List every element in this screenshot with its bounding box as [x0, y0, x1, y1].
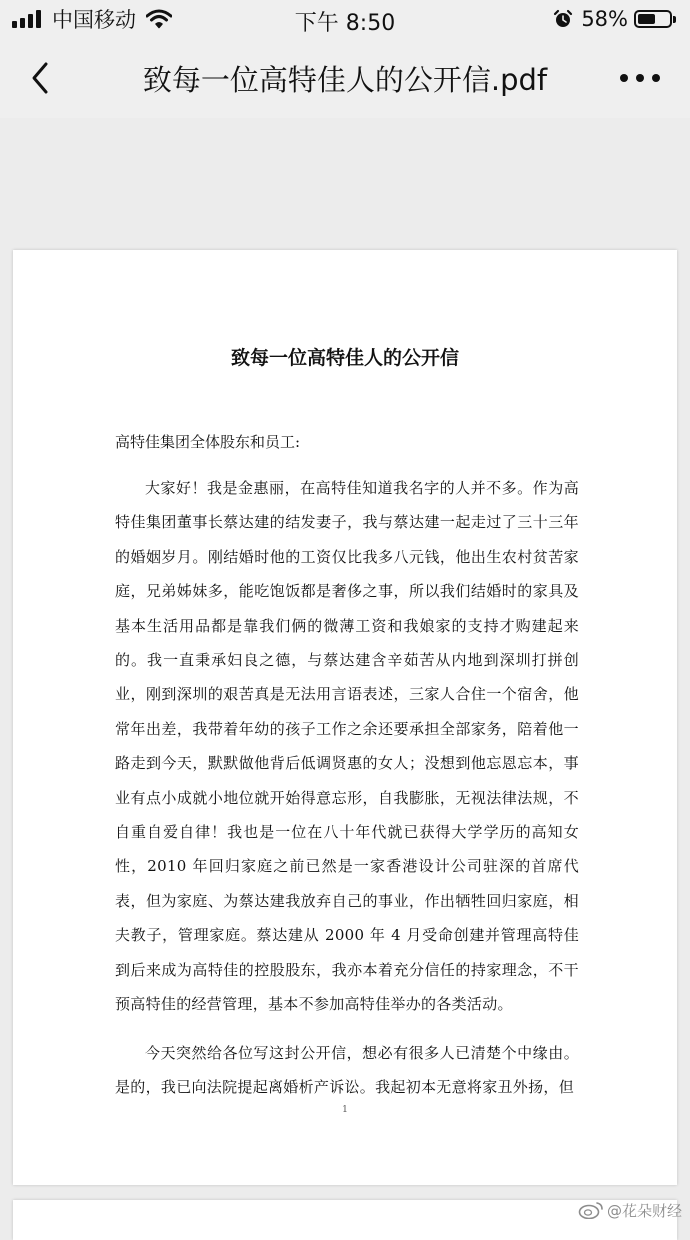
status-time: 下午 8:50	[294, 11, 396, 36]
battery-icon	[634, 10, 672, 28]
chevron-left-icon[interactable]	[24, 58, 58, 98]
pdf-page	[13, 250, 677, 1185]
watermark-text: @花朵财经	[606, 1201, 682, 1220]
status-bar	[0, 0, 690, 38]
weibo-logo-icon	[578, 1201, 604, 1219]
carrier-name: 中国移动	[52, 8, 136, 32]
status-right	[553, 7, 676, 31]
alarm-clock-icon	[553, 9, 573, 29]
paragraph: 今天突然给各位写这封公开信，想必有很多人已清楚个中缘由。是的，我已向法院提起离婚析产诉讼。我起初本无意将家丑外扬，但	[115, 1044, 579, 1097]
battery-cap	[673, 16, 676, 23]
battery-fill	[638, 14, 655, 24]
document-title: 致每一位高特佳人的公开信.pdf	[142, 63, 548, 97]
page-heading: 致每一位高特佳人的公开信	[230, 347, 459, 369]
battery-percent: 58%	[581, 7, 628, 31]
watermark	[578, 1198, 682, 1222]
nav-bar	[0, 38, 690, 118]
page-number: 1	[342, 1105, 348, 1115]
salutation: 高特佳集团全体股东和员工:	[115, 433, 301, 451]
paragraph: 大家好！我是金惠丽，在高特佳知道我名字的人并不多。作为高特佳集团董事长蔡达建的结发妻子，我与蔡达建一起走过了三十三年的婚姻岁月。刚结婚时他的工资仅比我多八元钱，他出生农村贫苦家庭，兄弟姊妹多，能吃饱饭都是奢侈之事，所以我们结婚时的家具及基本生活用品都是靠我们俩的微薄工资和我娘家的支持才购建起来的。我一直秉承妇良之德，与蔡达建含辛茹苦从内地到深圳打拼创业，刚到深圳的艰苦真是无法用言语表述，三家人合住一个宿舍，他常年出差，我带着年幼的孩子工作之余还要承担全部家务，陪着他一路走到今天，默默做他背后低调贤惠的女人；没想到他忘恩忘本，事业有点小成就小地位就开始得意忘形，自我膨胀，无视法律法规，不自重自爱自律！我也是一位在八十年代就已获得大学学历的高知女性，2010 年回归家庭之前已然是一家香港设计公司驻深的首席代表，但为家庭、为蔡达建我放弃自己的事业，作出牺牲回归家庭，相夫教子，管理家庭。蔡达建从 2000 年 4 月受命创建并管理高特佳到后来成为高特佳的控股股东，我亦本着充分信任的持家理念，不干预高特佳的经营管理，基本不参加高特佳举办的各类活动。	[115, 479, 579, 1014]
more-dots-icon[interactable]	[620, 66, 660, 90]
